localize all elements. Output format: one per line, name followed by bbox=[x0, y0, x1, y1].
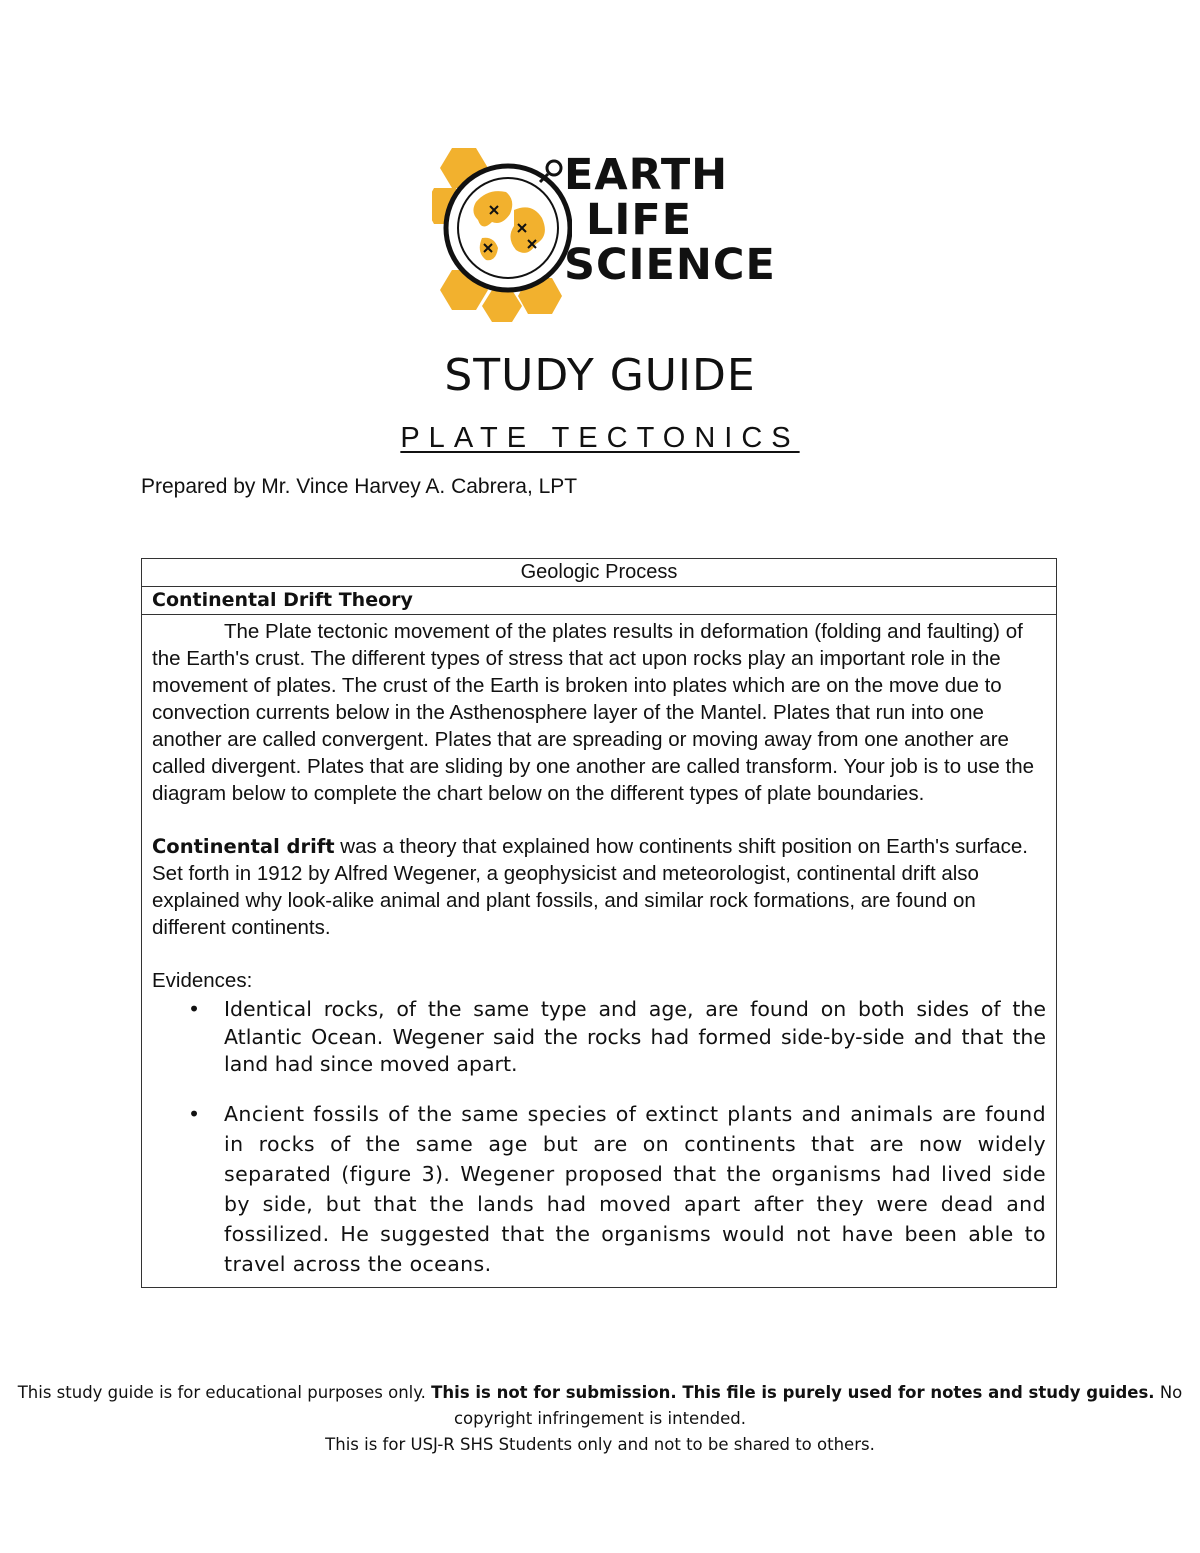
earth-life-science-logo bbox=[432, 140, 776, 325]
footer-disclaimer bbox=[0, 1380, 1200, 1458]
page-subtitle: PLATE TECTONICS bbox=[400, 422, 800, 454]
evidence-text: Identical rocks, of the same type and age, are found on both sides of the Atlantic Ocean. Wegener said the rocks had formed side-by-side and that the land had since moved apart. bbox=[224, 997, 1046, 1076]
footer-part3: No copyright infringement is intended. bbox=[453, 1383, 1183, 1428]
evidence-label: Evidences: bbox=[152, 969, 253, 992]
bullet-icon: • bbox=[188, 997, 201, 1021]
evidence-list bbox=[152, 996, 1046, 1279]
footer-part1: This study guide is for educational purposes only. bbox=[17, 1383, 432, 1402]
list-item bbox=[152, 1099, 1046, 1279]
drift-paragraph bbox=[152, 833, 1046, 941]
logo-line-science: SCIENCE bbox=[564, 240, 776, 290]
footer-line-2: This is for USJ-R SHS Students only and not to be shared to others. bbox=[325, 1435, 875, 1454]
intro-paragraph: The Plate tectonic movement of the plates results in deformation (folding and faulting) of the Earth's crust. The different types of stress that act upon rocks play an important role in the movement of plates. The crust of the Earth is broken into plates which are on the move due to convection currents below in the Asthenosphere layer of the Mantel. Plates that run into one another are called convergent. Plates that are spreading or moving away from one another are called divergent. Plates that are sliding by one another are called transform. Your job is to use the diagram below to complete the chart below on the different types of plate boundaries. bbox=[152, 620, 1035, 805]
drift-text: was a theory that explained how continents shift position on Earth's surface. Set forth in 1912 by Alfred Wegener, a geophysicist and meteorologist, continental drift also explained why look-alike animal and plant fossils, and similar rock formations, are found on different continents. bbox=[152, 835, 1028, 939]
table-body bbox=[142, 615, 1056, 1287]
list-item bbox=[152, 996, 1046, 1079]
page-title: STUDY GUIDE bbox=[444, 350, 756, 401]
globe-hexagon-emblem-icon bbox=[432, 140, 572, 325]
logo-wordmark bbox=[562, 150, 776, 290]
drift-term: Continental drift bbox=[152, 835, 335, 858]
footer-bold: This is not for submission. This file is purely used for notes and study guides. bbox=[431, 1383, 1155, 1402]
footer-line-1 bbox=[0, 1380, 1200, 1432]
prepared-by: Prepared by Mr. Vince Harvey A. Cabrera, LPT bbox=[141, 475, 578, 498]
section-title: Continental Drift Theory bbox=[142, 587, 1056, 615]
geologic-process-table bbox=[141, 558, 1057, 1288]
bullet-icon: • bbox=[188, 1101, 201, 1126]
evidence-text: Ancient fossils of the same species of extinct plants and animals are found in rocks of the same age but are on continents that are now widely separated (figure 3). Wegener proposed that the organisms had lived side by side, but that the lands had moved apart after they were dead and fossilized. He suggested that the organisms would not have been able to travel across the oceans. bbox=[224, 1101, 1046, 1276]
logo-line-life: LIFE bbox=[586, 195, 693, 245]
logo-line-earth: EARTH bbox=[564, 150, 729, 200]
table-header: Geologic Process bbox=[142, 559, 1056, 587]
